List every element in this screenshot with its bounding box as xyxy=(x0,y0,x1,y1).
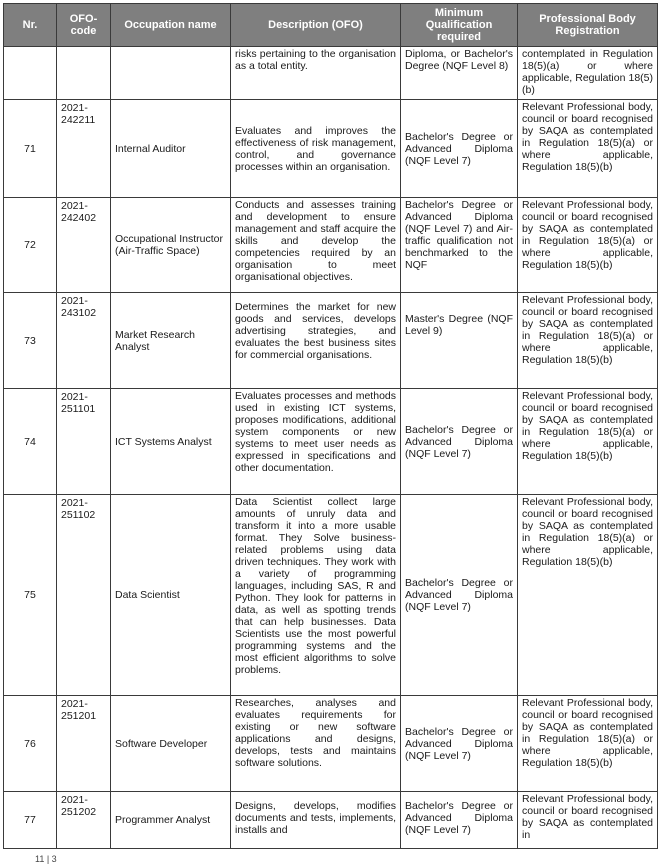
row-ofo-code: 2021-251201 xyxy=(57,696,111,792)
table-header-row xyxy=(4,4,658,47)
row-occupation-name: Data Scientist xyxy=(111,495,231,696)
row-qualification: Bachelor's Degree or Advanced Diploma (NQF Level 7) and Air-traffic qualification not benchmarked to the NQF xyxy=(401,198,518,293)
row-ofo-code: 2021-242211 xyxy=(57,100,111,198)
row-qualification: Bachelor's Degree or Advanced Diploma (NQF Level 7) xyxy=(401,495,518,696)
row-qualification: Bachelor's Degree or Advanced Diploma (NQF Level 7) xyxy=(401,100,518,198)
row-nr: 73 xyxy=(4,293,57,389)
table-row xyxy=(4,389,658,495)
row-description: Data Scientist collect large amounts of unruly data and transform it into a more usable format. They Solve business-related problems using data driven techniques. They work with a variety of programming languages, including SAS, R and Python. They look for patterns in data, as well as spotting trends that can help businesses. Data Scientists use the most powerful programming systems and the most efficient algorithms to solve problems. xyxy=(231,495,401,696)
row-ofo-code: 2021-251102 xyxy=(57,495,111,696)
row-occupation-name: Software Developer xyxy=(111,696,231,792)
row-occupation-name xyxy=(111,47,231,100)
header-nr: Nr. xyxy=(4,4,57,47)
row-occupation-name: ICT Systems Analyst xyxy=(111,389,231,495)
row-ofo-code: 2021-242402 xyxy=(57,198,111,293)
row-registration: Relevant Professional body, council or board recognised by SAQA as contemplated in xyxy=(518,792,658,849)
row-ofo-code: 2021-251202 xyxy=(57,792,111,849)
table-row xyxy=(4,792,658,849)
row-description: Evaluates processes and methods used in existing ICT systems, proposes modifications, additional system components or new systems to meet user needs as expressed in specifications and other documentation. xyxy=(231,389,401,495)
row-registration: contemplated in Regulation 18(5)(a) or where applicable, Regulation 18(5)(b) xyxy=(518,47,658,100)
occupations-table xyxy=(3,3,658,849)
header-description: Description (OFO) xyxy=(231,4,401,47)
header-occupation-name: Occupation name xyxy=(111,4,231,47)
row-registration: Relevant Professional body, council or board recognised by SAQA as contemplated in Regulation 18(5)(a) or where applicable, Regulation 18(5)(b) xyxy=(518,198,658,293)
table-row xyxy=(4,100,658,198)
row-description: Determines the market for new goods and services, develops advertising strategies, and evaluates the best business sites for commercial organisations. xyxy=(231,293,401,389)
row-qualification: Bachelor's Degree or Advanced Diploma (NQF Level 7) xyxy=(401,696,518,792)
row-description: Conducts and assesses training and development to ensure management and staff acquire the skills and develop the competencies required by an organisation to meet organisational objectives. xyxy=(231,198,401,293)
header-registration: Professional Body Registration xyxy=(518,4,658,47)
row-registration: Relevant Professional body, council or board recognised by SAQA as contemplated in Regulation 18(5)(a) or where applicable, Regulation 18(5)(b) xyxy=(518,495,658,696)
table-row xyxy=(4,198,658,293)
row-occupation-name: Programmer Analyst xyxy=(111,792,231,849)
row-nr: 74 xyxy=(4,389,57,495)
row-registration: Relevant Professional body, council or board recognised by SAQA as contemplated in Regulation 18(5)(a) or where applicable, Regulation 18(5)(b) xyxy=(518,696,658,792)
table-row xyxy=(4,495,658,696)
row-nr: 77 xyxy=(4,792,57,849)
row-qualification: Diploma, or Bachelor's Degree (NQF Level 8) xyxy=(401,47,518,100)
table-row xyxy=(4,47,658,100)
row-nr: 71 xyxy=(4,100,57,198)
row-occupation-name: Market Research Analyst xyxy=(111,293,231,389)
row-registration: Relevant Professional body, council or board recognised by SAQA as contemplated in Regulation 18(5)(a) or where applicable, Regulation 18(5)(b) xyxy=(518,389,658,495)
row-ofo-code: 2021-243102 xyxy=(57,293,111,389)
row-description: Evaluates and improves the effectiveness of risk management, control, and governance processes within an organisation. xyxy=(231,100,401,198)
row-description: Designs, develops, modifies documents and tests, implements, installs and xyxy=(231,792,401,849)
header-ofo-code: OFO-code xyxy=(57,4,111,47)
table-row xyxy=(4,293,658,389)
row-occupation-name: Internal Auditor xyxy=(111,100,231,198)
page-number: 11 | 3 xyxy=(35,854,57,864)
row-ofo-code xyxy=(57,47,111,100)
header-qualification: Minimum Qualification required xyxy=(401,4,518,47)
row-registration: Relevant Professional body, council or board recognised by SAQA as contemplated in Regulation 18(5)(a) or where applicable, Regulation 18(5)(b) xyxy=(518,293,658,389)
row-nr: 76 xyxy=(4,696,57,792)
row-ofo-code: 2021-251101 xyxy=(57,389,111,495)
row-qualification: Bachelor's Degree or Advanced Diploma (NQF Level 7) xyxy=(401,389,518,495)
table-row xyxy=(4,696,658,792)
row-qualification: Bachelor's Degree or Advanced Diploma (NQF Level 7) xyxy=(401,792,518,849)
row-description: risks pertaining to the organisation as a total entity. xyxy=(231,47,401,100)
row-registration: Relevant Professional body, council or board recognised by SAQA as contemplated in Regulation 18(5)(a) or where applicable, Regulation 18(5)(b) xyxy=(518,100,658,198)
row-nr: 72 xyxy=(4,198,57,293)
row-description: Researches, analyses and evaluates requirements for existing or new software applications and designs, develops, tests and maintains software solutions. xyxy=(231,696,401,792)
row-qualification: Master's Degree (NQF Level 9) xyxy=(401,293,518,389)
row-nr: 75 xyxy=(4,495,57,696)
row-occupation-name: Occupational Instructor (Air-Traffic Space) xyxy=(111,198,231,293)
row-nr xyxy=(4,47,57,100)
